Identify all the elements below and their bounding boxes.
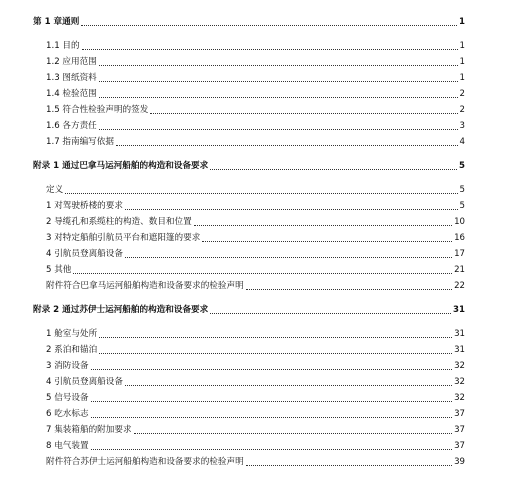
- toc-dot-leader: [246, 465, 452, 466]
- toc-entry[interactable]: [33, 159, 465, 173]
- toc-entry-page-number: 32: [454, 377, 465, 387]
- toc-entry-page-number: 32: [454, 393, 465, 403]
- toc-entry-title: 5 其他: [46, 265, 72, 275]
- toc-entry[interactable]: [46, 71, 465, 85]
- toc-entry-title: 2 导缆孔和系缆柱的构造、数目和位置: [46, 217, 192, 227]
- toc-entry-page-number: 5: [459, 201, 465, 211]
- toc-entry-title: 1 对驾驶桥楼的要求: [46, 201, 123, 211]
- toc-entry[interactable]: [33, 303, 465, 317]
- toc-entry[interactable]: [46, 119, 465, 133]
- toc-entry-title: 6 吃水标志: [46, 409, 89, 419]
- toc-entry-page-number: 22: [454, 281, 465, 291]
- toc-entry[interactable]: [46, 327, 465, 341]
- toc-entry[interactable]: [46, 263, 465, 277]
- toc-entry-title: 附录 1 通过巴拿马运河船舶的构造和设备要求: [33, 161, 209, 171]
- toc-dot-leader: [99, 97, 458, 98]
- toc-dot-leader: [91, 369, 452, 370]
- toc-entry-title: 4 引航员登离船设备: [46, 249, 123, 259]
- toc-entry[interactable]: [46, 87, 465, 101]
- toc-entry[interactable]: [46, 55, 465, 69]
- toc-entry-title: 8 电气装置: [46, 441, 89, 451]
- toc-entry[interactable]: [46, 455, 465, 469]
- toc-entry[interactable]: [46, 183, 465, 197]
- toc-entry-page-number: 39: [454, 457, 465, 467]
- toc-entry-page-number: 31: [453, 305, 465, 315]
- toc-entry[interactable]: [46, 199, 465, 213]
- toc-entry-page-number: 5: [459, 161, 465, 171]
- toc-entry-page-number: 5: [459, 185, 465, 195]
- toc-entry-title: 附件符合巴拿马运河船舶构造和设备要求的检验声明: [46, 281, 244, 291]
- toc-entry-page-number: 1: [459, 73, 465, 83]
- toc-entry[interactable]: [46, 375, 465, 389]
- toc-dot-leader: [65, 193, 457, 194]
- toc-entry-title: 1.7 指南编写依据: [46, 137, 114, 147]
- toc-entry-page-number: 16: [454, 233, 465, 243]
- toc-entry[interactable]: [46, 279, 465, 293]
- toc-entry[interactable]: [33, 15, 465, 29]
- toc-entry[interactable]: [46, 423, 465, 437]
- toc-entry-page-number: 32: [454, 361, 465, 371]
- toc-dot-leader: [125, 209, 458, 210]
- toc-entry-title: 1.2 应用范围: [46, 57, 97, 67]
- toc-entry-page-number: 37: [454, 409, 465, 419]
- toc-entry[interactable]: [46, 391, 465, 405]
- toc-entry-page-number: 37: [454, 441, 465, 451]
- toc-entry-title: 7 集装箱船的附加要求: [46, 425, 132, 435]
- toc-entry-page-number: 31: [454, 345, 465, 355]
- toc-entry-title: 3 对特定船舶引航员平台和遮阳篷的要求: [46, 233, 201, 243]
- toc-entry-title: 附录 2 通过苏伊士运河船舶的构造和设备要求: [33, 305, 209, 315]
- toc-entry[interactable]: [46, 439, 465, 453]
- toc-dot-leader: [210, 313, 451, 314]
- toc-entry[interactable]: [46, 343, 465, 357]
- toc-dot-leader: [210, 169, 457, 170]
- toc-dot-leader: [150, 113, 457, 114]
- toc-dot-leader: [73, 273, 452, 274]
- toc-dot-leader: [99, 353, 452, 354]
- toc-entry[interactable]: [46, 231, 465, 245]
- toc-entry-page-number: 3: [459, 121, 465, 131]
- toc-entry-title: 3 消防设备: [46, 361, 89, 371]
- toc-dot-leader: [99, 65, 458, 66]
- toc-dot-leader: [246, 289, 452, 290]
- toc-dot-leader: [125, 257, 452, 258]
- toc-entry-page-number: 21: [454, 265, 465, 275]
- toc-entry-title: 定义: [46, 185, 64, 195]
- toc-entry-title: 1 舱室与处所: [46, 329, 98, 339]
- toc-entry[interactable]: [46, 359, 465, 373]
- toc-dot-leader: [194, 225, 452, 226]
- toc-entry-page-number: 37: [454, 425, 465, 435]
- toc-dot-leader: [125, 385, 452, 386]
- toc-entry-page-number: 2: [459, 89, 465, 99]
- toc-entry-title: 1.3 图纸资料: [46, 73, 97, 83]
- toc-entry-page-number: 31: [454, 329, 465, 339]
- toc-dot-leader: [116, 145, 458, 146]
- toc-dot-leader: [202, 241, 452, 242]
- toc-entry[interactable]: [46, 103, 465, 117]
- toc-entry-title: 1.4 检验范围: [46, 89, 97, 99]
- toc-entry-title: 1.6 各方责任: [46, 121, 97, 131]
- toc-entry-title: 附件符合苏伊士运河船舶构造和设备要求的检验声明: [46, 457, 244, 467]
- toc-dot-leader: [91, 417, 452, 418]
- toc-entry-title: 2 系泊和锚泊: [46, 345, 98, 355]
- toc-entry-page-number: 17: [454, 249, 465, 259]
- toc-entry[interactable]: [46, 247, 465, 261]
- toc-dot-leader: [99, 129, 458, 130]
- toc-entry[interactable]: [46, 135, 465, 149]
- toc-entry-title: 1.5 符合性检验声明的签发: [46, 105, 149, 115]
- toc-dot-leader: [91, 449, 452, 450]
- toc-dot-leader: [134, 433, 453, 434]
- toc-entry-page-number: 1: [459, 57, 465, 67]
- toc-dot-leader: [91, 401, 452, 402]
- toc-entry-title: 1.1 目的: [46, 41, 80, 51]
- toc-entry[interactable]: [46, 215, 465, 229]
- toc-entry-page-number: 2: [459, 105, 465, 115]
- toc-entry[interactable]: [46, 39, 465, 53]
- toc-dot-leader: [99, 81, 458, 82]
- toc-entry-title: 第 1 章通则: [33, 17, 80, 27]
- toc-entry-page-number: 1: [459, 41, 465, 51]
- toc-dot-leader: [81, 25, 457, 26]
- toc-entry-page-number: 1: [459, 17, 465, 27]
- toc-entry-page-number: 4: [459, 137, 465, 147]
- toc-entry-title: 4 引航员登离船设备: [46, 377, 123, 387]
- toc-entry-title: 5 信号设备: [46, 393, 89, 403]
- toc-dot-leader: [99, 337, 452, 338]
- toc-entry[interactable]: [46, 407, 465, 421]
- toc-dot-leader: [82, 49, 458, 50]
- toc-entry-page-number: 10: [454, 217, 465, 227]
